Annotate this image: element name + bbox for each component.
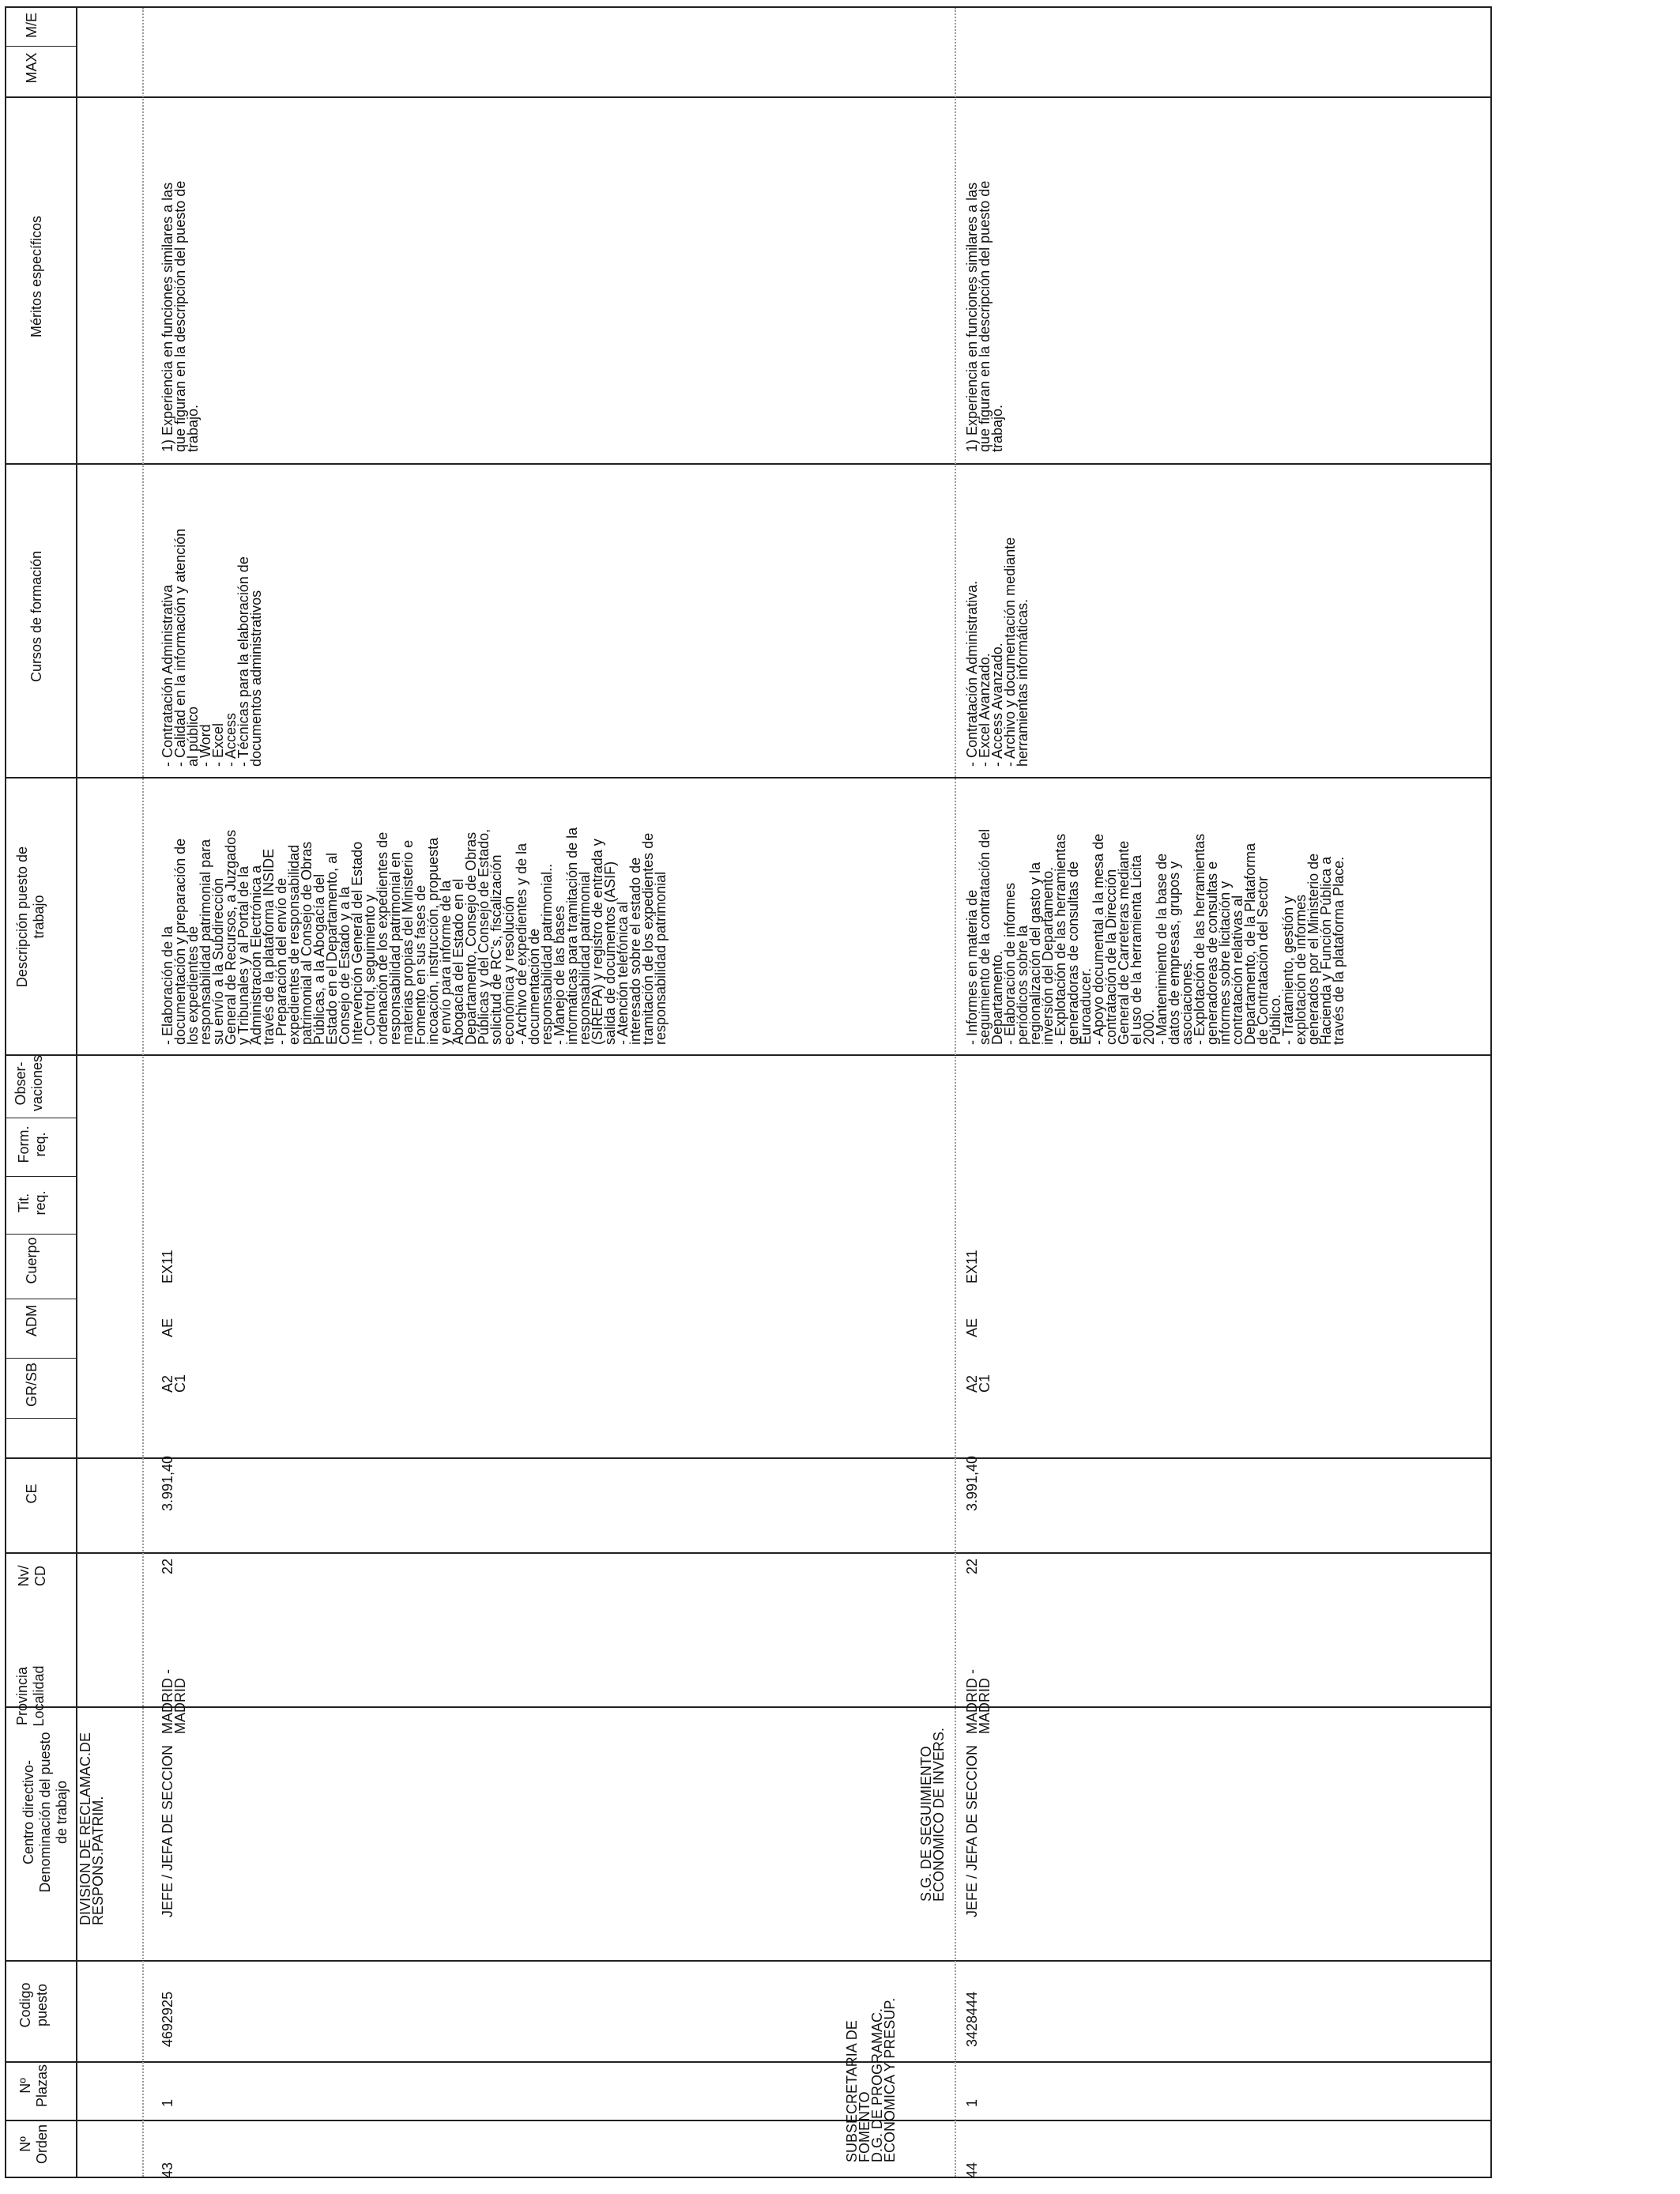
header-ce: CE <box>24 1483 40 1504</box>
unit-heading: DIVISION DE RECLAMAC.DE RESPONS.PATRIM. <box>77 1732 106 1925</box>
row-separator <box>5 1960 1492 1962</box>
row-provincia: MADRID - MADRID <box>964 1669 993 1734</box>
record-separator <box>142 8 144 2177</box>
row-cursos: - Contratación Administrativa - Calidad en la información y atención al público - Word - Excel - Access - Técnicas para la elaboración de documentos administrativos <box>160 528 264 767</box>
table-border-bottom <box>5 2177 1492 2178</box>
row-cuerpo: EX11 <box>964 1250 980 1284</box>
header-plazas: Nº Plazas <box>17 2064 50 2108</box>
row-codigo: 4692925 <box>160 1991 175 2047</box>
row-separator <box>5 96 1492 98</box>
row-adm: AE <box>964 1318 980 1337</box>
row-cuerpo: EX11 <box>160 1250 175 1284</box>
row-denominacion: JEFE / JEFA DE SECCION <box>964 1744 980 1917</box>
header-nv-cd: Nv/ CD <box>16 1565 48 1587</box>
table-border-top <box>5 6 1492 8</box>
header-max: MAX <box>24 52 40 84</box>
header-adm: ADM <box>24 1305 40 1336</box>
header-me: M/E <box>24 13 40 39</box>
row-provincia: MADRID - MADRID <box>160 1669 188 1734</box>
row-separator <box>5 2061 1492 2063</box>
header-separator <box>5 1234 76 1235</box>
header-descripcion: Descripción puesto de trabajo <box>14 846 47 988</box>
header-observaciones: Obser- vaciones <box>13 1054 45 1111</box>
row-orden: 43 <box>160 2162 175 2178</box>
row-ce: 3.991,40 <box>160 1455 175 1511</box>
header-gr-sb: GR/SB <box>24 1363 40 1408</box>
header-provincia: Provincia Localidad <box>14 1665 47 1727</box>
row-cursos: - Contratación Administrativa. - Excel Avanzado. - Access Avanzado. - Archivo y documentación mediante herramientas informáticas. <box>964 537 1030 767</box>
unit-subheading: S.G. DE SEGUIMIENTO ECONOMICO DE INVERS. <box>918 1727 947 1902</box>
row-separator <box>5 1706 1492 1708</box>
row-plazas: 1 <box>160 2098 175 2107</box>
header-codigo: Codigo puesto <box>17 1982 50 2028</box>
row-gr-sb: A2 C1 <box>964 1374 993 1393</box>
row-separator <box>5 463 1492 465</box>
row-separator <box>5 2120 1492 2121</box>
row-separator <box>5 1457 1492 1459</box>
header-meritos: Méritos específicos <box>28 215 44 338</box>
row-separator <box>5 1552 1492 1554</box>
row-descripcion: - Elaboración de la documentación y preparación de los expedientes de responsabilidad patrimonial para su envío a la Subdirección General de Recursos, a Juzgados y Tribunales y al Portal de la Administración Electrónica a través de la plataforma INSIDE - Preparación del envío de expedientes de responsabilidad patrimonial al Consejo de Obras Públicas, a la Abogacía del Estado en el Departamento, al Consejo de Estado y a la Intervención General del Estado - Control, seguimiento y ordenación de los expedientes de responsabilidad patrimonial en materias propias del Ministerio e Fomento en sus fases de incoación, instrucción, propuesta y envío para informe de la Abogacía del Estado en el Departamento, Consejo de Obras Públicas y del Consejo de Estado, solicitud de RC's, fiscalización económica y resolución - Archivo de expedientes y de la documentación de responsabilidad patrimonial.. - Manejo de las bases informáticas para tramitación de la responsabilidad patrimonial (SIREPA) y registro de entrada y salida de documentos (ASIF) - Atención telefónica al interesado sobre el estado de tramitación de los expedientes de responsabilidad patrimonial <box>160 827 669 1045</box>
row-meritos: 1) Experiencia en funciones similares a las que figuran en la descripción del puesto de trabajo. <box>160 180 201 452</box>
header-separator <box>5 1358 76 1359</box>
header-cuerpo: Cuerpo <box>24 1237 40 1284</box>
row-codigo: 3428444 <box>964 1991 980 2047</box>
header-cursos: Cursos de formación <box>28 550 44 683</box>
table-border-left <box>5 6 6 2178</box>
row-gr-sb: A2 C1 <box>160 1374 188 1393</box>
header-separator <box>5 46 76 47</box>
table-border-right <box>1490 6 1492 2178</box>
row-nivel: 22 <box>160 1558 175 1574</box>
header-separator <box>5 1176 76 1177</box>
row-nivel: 22 <box>964 1558 980 1574</box>
header-centro: Centro directivo- Denominación del puesto de trabajo <box>21 1732 70 1893</box>
header-separator <box>5 1418 76 1419</box>
row-plazas: 1 <box>964 2098 980 2107</box>
header-form-req: Form. req. <box>16 1125 48 1163</box>
header-orden: Nº Orden <box>17 2124 50 2165</box>
row-separator <box>5 1054 1492 1056</box>
record-separator <box>955 8 956 2177</box>
row-denominacion: JEFE / JEFA DE SECCION <box>160 1744 175 1917</box>
row-meritos: 1) Experiencia en funciones similares a las que figuran en la descripción del puesto de trabajo. <box>964 180 1005 452</box>
row-adm: AE <box>160 1318 175 1337</box>
row-orden: 44 <box>964 2162 980 2178</box>
row-ce: 3.991,40 <box>964 1455 980 1511</box>
header-tit-req: Tit. req. <box>16 1190 48 1216</box>
unit-heading: SUBSECRETARIA DE FOMENTO D.G. DE PROGRAMAC. ECONOMICA Y PRESUP. <box>844 1997 898 2162</box>
row-descripcion: - Informes en materia de seguimiento de la contratación del Departamento. - Elaboración de informes periódicos sobre la regionalización del gasto y la inversión del Departamento. - Explotación de las herramientas generadoras de consultas de Euroaducer. - Apoyo documental a la mesa de contratación de la Dirección General de Carreteras mediante el uso de la herramienta Licita 2000. - Mantenimiento de la base de datos de empresas, grupos y asociaciones. - Explotación de las herramientas generadoreas de consultas e informes sobre licitación y contratación relativas al Departamento, de la Plataforma de Contratación del Sector Público. - Tratamiento, gestión y explotación de informes generados por el Ministerio de Hacienda y Función Pública a través de la plataforma Place. <box>964 828 1347 1045</box>
